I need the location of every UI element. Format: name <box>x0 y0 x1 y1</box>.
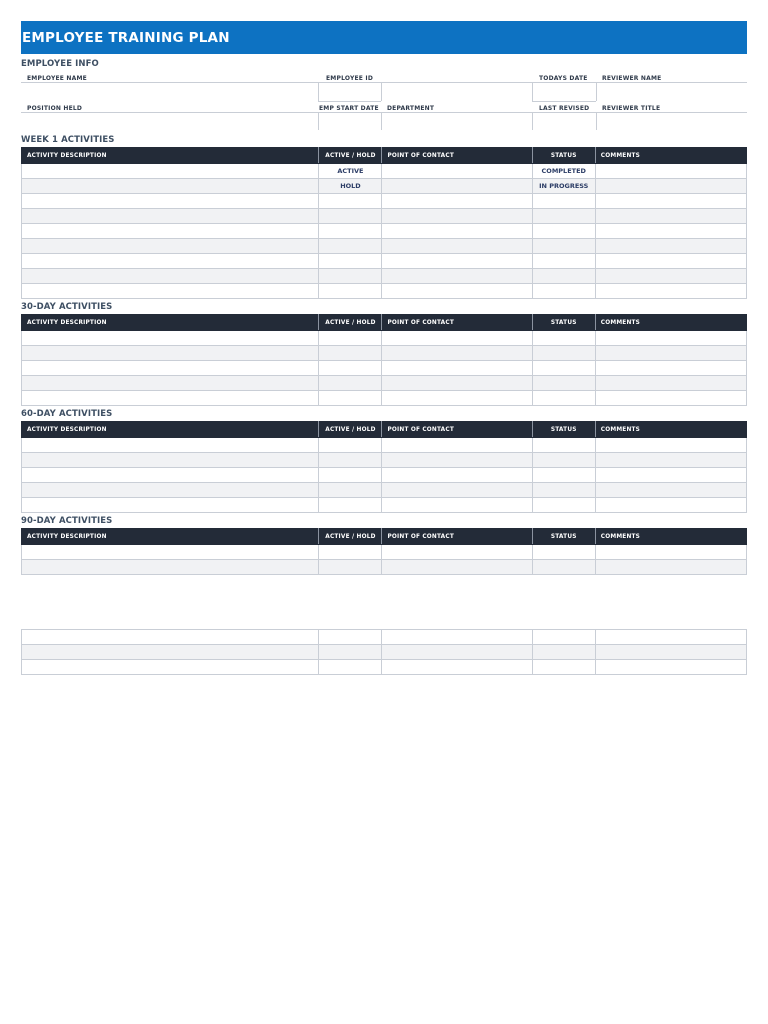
comments-cell[interactable] <box>595 468 746 483</box>
col-activity-description: ACTIVITY DESCRIPTION <box>22 148 319 164</box>
activity-description-cell[interactable] <box>22 468 319 483</box>
active-hold-cell[interactable] <box>319 361 382 376</box>
comments-cell[interactable] <box>595 391 746 406</box>
page-title: EMPLOYEE TRAINING PLAN <box>21 21 747 54</box>
day60-heading: 60-DAY ACTIVITIES <box>21 408 113 419</box>
table-row <box>22 361 747 376</box>
table-row <box>22 284 747 299</box>
reviewer-title-field[interactable] <box>597 113 747 130</box>
point-of-contact-cell[interactable] <box>382 331 532 346</box>
comments-cell[interactable] <box>595 254 746 269</box>
comments-cell[interactable] <box>595 331 746 346</box>
active-hold-cell[interactable] <box>319 269 382 284</box>
point-of-contact-cell[interactable] <box>382 545 532 560</box>
point-of-contact-cell[interactable] <box>382 254 532 269</box>
table-row <box>22 269 747 284</box>
reviewer-title-label: REVIEWER TITLE <box>602 105 661 112</box>
point-of-contact-cell[interactable] <box>382 179 532 194</box>
department-label: DEPARTMENT <box>387 105 435 112</box>
week1-heading: WEEK 1 ACTIVITIES <box>21 134 115 145</box>
table-row <box>22 468 747 483</box>
point-of-contact-cell[interactable] <box>382 630 532 645</box>
point-of-contact-cell[interactable] <box>382 346 532 361</box>
point-of-contact-cell[interactable] <box>382 194 532 209</box>
activity-description-cell[interactable] <box>22 660 319 675</box>
table-gap <box>21 575 747 629</box>
table-row <box>22 164 747 179</box>
col-active-hold: ACTIVE / HOLD <box>319 315 382 331</box>
point-of-contact-cell[interactable] <box>382 284 532 299</box>
activity-description-cell[interactable] <box>22 645 319 660</box>
activity-description-cell[interactable] <box>22 209 319 224</box>
point-of-contact-cell[interactable] <box>382 361 532 376</box>
active-hold-cell[interactable] <box>319 346 382 361</box>
active-hold-cell[interactable] <box>319 376 382 391</box>
status-cell[interactable] <box>532 468 595 483</box>
table-row <box>22 483 747 498</box>
activity-description-cell[interactable] <box>22 284 319 299</box>
comments-cell[interactable] <box>595 269 746 284</box>
day30-activities-table <box>21 314 747 406</box>
status-cell[interactable] <box>532 545 595 560</box>
status-cell[interactable] <box>532 269 595 284</box>
department-field[interactable] <box>382 113 531 130</box>
comments-cell[interactable] <box>595 239 746 254</box>
col-comments: COMMENTS <box>595 315 746 331</box>
point-of-contact-cell[interactable] <box>382 453 532 468</box>
table-row <box>22 209 747 224</box>
activity-description-cell[interactable] <box>22 361 319 376</box>
activity-description-cell[interactable] <box>22 498 319 513</box>
col-active-hold: ACTIVE / HOLD <box>319 529 382 545</box>
point-of-contact-cell[interactable] <box>382 438 532 453</box>
point-of-contact-cell[interactable] <box>382 164 532 179</box>
position-held-field[interactable] <box>21 113 317 130</box>
active-hold-cell[interactable]: ACTIVE <box>319 164 382 179</box>
comments-cell[interactable] <box>595 560 746 575</box>
activity-description-cell[interactable] <box>22 560 319 575</box>
last-revised-field[interactable] <box>533 113 595 130</box>
activity-description-cell[interactable] <box>22 239 319 254</box>
activity-description-cell[interactable] <box>22 545 319 560</box>
point-of-contact-cell[interactable] <box>382 645 532 660</box>
day90-activities-table <box>21 528 747 575</box>
status-cell[interactable] <box>532 560 595 575</box>
active-hold-cell[interactable] <box>319 194 382 209</box>
activity-description-cell[interactable] <box>22 391 319 406</box>
col-status: STATUS <box>532 529 595 545</box>
info-row-1-bottom-rule <box>318 101 381 102</box>
col-status: STATUS <box>532 422 595 438</box>
active-hold-cell[interactable] <box>319 660 382 675</box>
status-cell[interactable] <box>532 498 595 513</box>
status-cell[interactable] <box>532 224 595 239</box>
activity-description-cell[interactable] <box>22 254 319 269</box>
comments-cell[interactable] <box>595 361 746 376</box>
status-cell[interactable] <box>532 483 595 498</box>
table-row <box>22 239 747 254</box>
emp-start-date-field[interactable] <box>319 113 380 130</box>
point-of-contact-cell[interactable] <box>382 660 532 675</box>
point-of-contact-cell[interactable] <box>382 391 532 406</box>
active-hold-cell[interactable] <box>319 239 382 254</box>
comments-cell[interactable] <box>595 545 746 560</box>
employee-info-grid <box>21 71 747 147</box>
table-row <box>22 660 747 675</box>
col-point-of-contact: POINT OF CONTACT <box>382 315 532 331</box>
table-row <box>22 224 747 239</box>
point-of-contact-cell[interactable] <box>382 498 532 513</box>
col-point-of-contact: POINT OF CONTACT <box>382 529 532 545</box>
table-row <box>22 331 747 346</box>
col-active-hold: ACTIVE / HOLD <box>319 148 382 164</box>
activity-description-cell[interactable] <box>22 483 319 498</box>
comments-cell[interactable] <box>595 645 746 660</box>
active-hold-cell[interactable] <box>319 224 382 239</box>
point-of-contact-cell[interactable] <box>382 239 532 254</box>
active-hold-cell[interactable] <box>319 209 382 224</box>
table-header-row <box>22 422 747 438</box>
comments-cell[interactable] <box>595 179 746 194</box>
status-cell[interactable] <box>532 376 595 391</box>
employee-id-label: EMPLOYEE ID <box>326 75 374 82</box>
point-of-contact-cell[interactable] <box>382 468 532 483</box>
active-hold-cell[interactable] <box>319 545 382 560</box>
active-hold-cell[interactable] <box>319 331 382 346</box>
table-row <box>22 254 747 269</box>
col-comments: COMMENTS <box>595 148 746 164</box>
status-cell[interactable] <box>532 438 595 453</box>
table-row <box>22 545 747 560</box>
activity-description-cell[interactable] <box>22 224 319 239</box>
comments-cell[interactable] <box>595 660 746 675</box>
table-row <box>22 645 747 660</box>
point-of-contact-cell[interactable] <box>382 209 532 224</box>
comments-cell[interactable] <box>595 630 746 645</box>
active-hold-cell[interactable]: HOLD <box>319 179 382 194</box>
activity-description-cell[interactable] <box>22 164 319 179</box>
employee-info-heading: EMPLOYEE INFO <box>21 58 99 69</box>
col-activity-description: ACTIVITY DESCRIPTION <box>22 315 319 331</box>
table-row <box>22 346 747 361</box>
col-activity-description: ACTIVITY DESCRIPTION <box>22 422 319 438</box>
comments-cell[interactable] <box>595 194 746 209</box>
table-row <box>22 194 747 209</box>
status-cell[interactable] <box>532 346 595 361</box>
day30-heading: 30-DAY ACTIVITIES <box>21 301 113 312</box>
active-hold-cell[interactable] <box>319 498 382 513</box>
active-hold-cell[interactable] <box>319 483 382 498</box>
active-hold-cell[interactable] <box>319 630 382 645</box>
table-header-row <box>22 529 747 545</box>
point-of-contact-cell[interactable] <box>382 376 532 391</box>
comments-cell[interactable] <box>595 453 746 468</box>
status-cell[interactable]: IN PROGRESS <box>532 179 595 194</box>
table-row <box>22 438 747 453</box>
employee-name-label: EMPLOYEE NAME <box>27 75 87 82</box>
comments-cell[interactable] <box>595 346 746 361</box>
status-cell[interactable] <box>532 391 595 406</box>
col-activity-description: ACTIVITY DESCRIPTION <box>22 529 319 545</box>
day90-heading: 90-DAY ACTIVITIES <box>21 515 113 526</box>
col-status: STATUS <box>532 148 595 164</box>
comments-cell[interactable] <box>595 376 746 391</box>
point-of-contact-cell[interactable] <box>382 224 532 239</box>
table-row <box>22 560 747 575</box>
active-hold-cell[interactable] <box>319 438 382 453</box>
activity-description-cell[interactable] <box>22 438 319 453</box>
activity-description-cell[interactable] <box>22 179 319 194</box>
point-of-contact-cell[interactable] <box>382 269 532 284</box>
activity-description-cell[interactable] <box>22 269 319 284</box>
position-held-label: POSITION HELD <box>27 105 83 112</box>
activity-description-cell[interactable] <box>22 346 319 361</box>
reviewer-name-label: REVIEWER NAME <box>602 75 662 82</box>
comments-cell[interactable] <box>595 483 746 498</box>
todays-date-field[interactable] <box>533 83 595 101</box>
point-of-contact-cell[interactable] <box>382 560 532 575</box>
col-comments: COMMENTS <box>595 529 746 545</box>
active-hold-cell[interactable] <box>319 391 382 406</box>
col-comments: COMMENTS <box>595 422 746 438</box>
comments-cell[interactable] <box>595 164 746 179</box>
training-plan-sheet <box>21 21 747 675</box>
week1-heading-wrap <box>21 132 115 147</box>
activity-description-cell[interactable] <box>22 194 319 209</box>
status-cell[interactable] <box>532 645 595 660</box>
day60-heading-wrap <box>21 406 747 421</box>
reviewer-name-field[interactable] <box>597 83 747 101</box>
comments-cell[interactable] <box>595 498 746 513</box>
status-cell[interactable] <box>532 254 595 269</box>
status-cell[interactable] <box>532 284 595 299</box>
todays-date-label: TODAYS DATE <box>539 75 588 82</box>
week1-activities-table <box>21 147 747 299</box>
activity-description-cell[interactable] <box>22 630 319 645</box>
day60-activities-table <box>21 421 747 513</box>
activity-description-cell[interactable] <box>22 376 319 391</box>
status-cell[interactable] <box>532 630 595 645</box>
status-cell[interactable] <box>532 361 595 376</box>
day90-heading-wrap <box>21 513 747 528</box>
table-row <box>22 453 747 468</box>
col-point-of-contact: POINT OF CONTACT <box>382 422 532 438</box>
col-point-of-contact: POINT OF CONTACT <box>382 148 532 164</box>
info-row-1-bottom-rule <box>532 101 596 102</box>
status-cell[interactable] <box>532 239 595 254</box>
active-hold-cell[interactable] <box>319 453 382 468</box>
col-active-hold: ACTIVE / HOLD <box>319 422 382 438</box>
day30-heading-wrap <box>21 299 747 314</box>
status-cell[interactable] <box>532 660 595 675</box>
table-row <box>22 376 747 391</box>
employee-id-field[interactable] <box>319 83 380 101</box>
table-header-row <box>22 148 747 164</box>
extra-rows-table <box>21 629 747 675</box>
emp-start-date-label: EMP START DATE <box>319 105 379 112</box>
active-hold-cell[interactable] <box>319 254 382 269</box>
activity-description-cell[interactable] <box>22 453 319 468</box>
active-hold-cell[interactable] <box>319 645 382 660</box>
active-hold-cell[interactable] <box>319 560 382 575</box>
employee-name-field[interactable] <box>21 83 317 101</box>
col-status: STATUS <box>532 315 595 331</box>
table-row <box>22 391 747 406</box>
status-cell[interactable] <box>532 194 595 209</box>
table-row <box>22 498 747 513</box>
comments-cell[interactable] <box>595 224 746 239</box>
table-row <box>22 179 747 194</box>
active-hold-cell[interactable] <box>319 468 382 483</box>
last-revised-label: LAST REVISED <box>539 105 590 112</box>
point-of-contact-cell[interactable] <box>382 483 532 498</box>
employee-info-heading-wrap <box>21 56 747 71</box>
table-row <box>22 630 747 645</box>
comments-cell[interactable] <box>595 284 746 299</box>
comments-cell[interactable] <box>595 209 746 224</box>
status-cell[interactable] <box>532 453 595 468</box>
status-cell[interactable] <box>532 209 595 224</box>
comments-cell[interactable] <box>595 438 746 453</box>
info-divider <box>381 82 382 101</box>
table-header-row <box>22 315 747 331</box>
activity-description-cell[interactable] <box>22 331 319 346</box>
active-hold-cell[interactable] <box>319 284 382 299</box>
status-cell[interactable] <box>532 331 595 346</box>
status-cell[interactable]: COMPLETED <box>532 164 595 179</box>
